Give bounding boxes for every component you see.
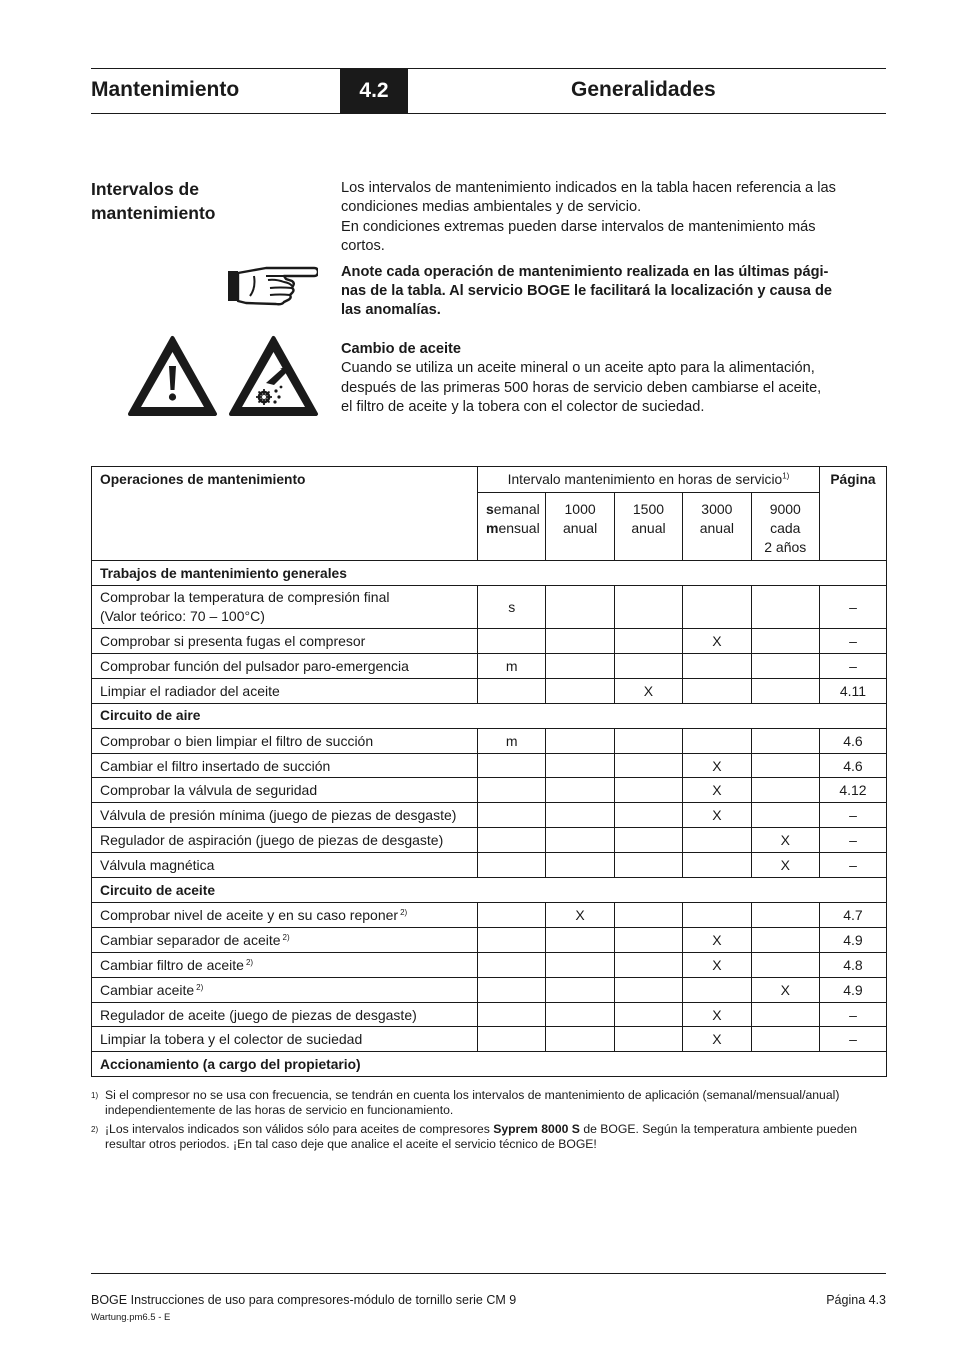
footer-document-title: BOGE Instrucciones de uso para compresores-módulo de tornillo serie CM 9 (91, 1293, 517, 1307)
monthly-rest: ensual (498, 520, 540, 536)
product-name: Syprem 8000 S (493, 1122, 580, 1136)
interval-cell (546, 629, 614, 654)
subheader-1000 (546, 493, 614, 561)
warning-triangle-icon (127, 335, 218, 417)
interval-cell (546, 977, 614, 1002)
interval-cell (751, 903, 819, 928)
interval-cell (614, 903, 682, 928)
interval-cell (614, 629, 682, 654)
operation-cell (92, 977, 478, 1002)
interval-cell (614, 927, 682, 952)
table-row (92, 653, 887, 678)
subheader-3000 (683, 493, 751, 561)
table-row (92, 678, 887, 703)
oil-line: después de las primeras 500 horas de servicio deben cambiarse el aceite, (341, 379, 822, 396)
interval-cell (478, 927, 546, 952)
interval-cell (478, 678, 546, 703)
page-cell: 4.11 (819, 678, 886, 703)
interval-label: Intervalo mantenimiento en horas de servicio (507, 472, 783, 487)
interval-cell (478, 629, 546, 654)
operation-cell: Limpiar el radiador del aceite (92, 678, 478, 703)
interval-cell (683, 903, 751, 928)
operation-cell (92, 952, 478, 977)
footnote-line: Si el compresor no se usa con frecuencia, se tendrán en cuenta los intervalos de mantenimiento de aplicación (semanal/mensual/anual) (105, 1088, 840, 1102)
operation-cell: Comprobar la válvula de seguridad (92, 778, 478, 803)
interval-cell: m (478, 653, 546, 678)
interval-cell (478, 952, 546, 977)
operation-text: (Valor teórico: 70 – 100°C) (100, 608, 265, 624)
oil-line: el filtro de aceite y la tobera con el colector de suciedad. (341, 399, 705, 416)
operation-text: Cambiar separador de aceite (100, 931, 281, 948)
operation-cell: Válvula de presión mínima (juego de piezas de desgaste) (92, 803, 478, 828)
interval-cell: X (683, 952, 751, 977)
page-cell: – (819, 653, 886, 678)
intro-line: Los intervalos de mantenimiento indicados en la tabla hacen referencia a las (341, 180, 836, 196)
operation-text: Comprobar nivel de aceite y en su caso reponer (100, 906, 399, 923)
maintenance-table (91, 466, 887, 1077)
footnote-1 (91, 1088, 887, 1119)
table-row (92, 853, 887, 878)
operation-cell (92, 586, 478, 629)
page-cell: 4.9 (819, 927, 886, 952)
operation-cell: Comprobar si presenta fugas el compresor (92, 629, 478, 654)
subheader-weekly-monthly (478, 493, 546, 561)
section-row (92, 561, 887, 586)
interval-cell: X (683, 1002, 751, 1027)
page-cell: – (819, 1027, 886, 1052)
interval-cell (614, 853, 682, 878)
interval-cell (614, 1027, 682, 1052)
interval-cell (614, 1002, 682, 1027)
page-title: Generalidades (571, 78, 716, 101)
section-title: Trabajos de mantenimiento generales (92, 561, 887, 586)
operation-cell: Limpiar la tobera y el colector de suciedad (92, 1027, 478, 1052)
interval-cell (614, 653, 682, 678)
footer-page-number: Página 4.3 (826, 1293, 886, 1307)
operation-text: Comprobar la temperatura de compresión final (100, 589, 390, 605)
intro-line: cortos. (341, 238, 385, 255)
subheader-period: anual (699, 520, 734, 536)
interval-cell (614, 753, 682, 778)
section-title: Circuito de aire (92, 703, 887, 728)
hot-oil-warning-icon (228, 335, 319, 417)
interval-cell (546, 586, 614, 629)
interval-cell (614, 778, 682, 803)
interval-cell (546, 1027, 614, 1052)
interval-cell (683, 728, 751, 753)
footnote-ref: 2) (196, 982, 204, 992)
interval-cell: X (751, 853, 819, 878)
interval-cell: X (683, 927, 751, 952)
table-row (92, 903, 887, 928)
page-cell: 4.6 (819, 753, 886, 778)
note-line: las anomalías. (341, 302, 441, 319)
oil-line: Cuando se utiliza un aceite mineral o un aceite apto para la alimentación, (341, 360, 815, 377)
footnote-text (105, 1122, 887, 1153)
footnote-ref: 2) (245, 957, 254, 967)
footnote-2 (91, 1122, 887, 1153)
note-line: nas de la tabla. Al servicio BOGE le facilitará la localización y causa de (341, 283, 832, 300)
table-row (92, 803, 887, 828)
operation-text: Cambiar aceite (100, 981, 195, 998)
interval-cell: X (751, 828, 819, 853)
page-cell: 4.8 (819, 952, 886, 977)
section-number: 4.2 (340, 68, 408, 113)
footnote-line: independientemente de las horas de servicio en funcionamiento. (105, 1103, 454, 1118)
page-cell: 4.12 (819, 778, 886, 803)
interval-cell (751, 1027, 819, 1052)
section-title: Circuito de aceite (92, 878, 887, 903)
interval-cell (546, 753, 614, 778)
page-cell: – (819, 828, 886, 853)
interval-cell (546, 728, 614, 753)
page-cell: 4.6 (819, 728, 886, 753)
footer-file-name: Wartung.pm6.5 - E (91, 1312, 171, 1323)
note-line: Anote cada operación de mantenimiento realizada en las últimas pági- (341, 263, 829, 280)
table-row (92, 1027, 887, 1052)
column-header-page: Página (819, 467, 886, 561)
page-cell: – (819, 1002, 886, 1027)
operation-cell: Comprobar o bien limpiar el filtro de succión (92, 728, 478, 753)
weekly-rest: emanal (493, 501, 540, 517)
interval-cell (614, 977, 682, 1002)
footnote-line: resultar otros periodos. ¡En tal caso deje que analice el aceite el servicio técnico de BOGE! (105, 1137, 597, 1152)
interval-cell (751, 678, 819, 703)
oil-para (341, 359, 889, 417)
interval-cell (478, 778, 546, 803)
table-row (92, 629, 887, 654)
interval-cell (546, 1002, 614, 1027)
table-row (92, 828, 887, 853)
interval-cell (683, 653, 751, 678)
table-row (92, 952, 887, 977)
interval-cell (683, 678, 751, 703)
subheader-hours: 1000 (564, 501, 596, 517)
page-cell: – (819, 629, 886, 654)
table-row (92, 927, 887, 952)
interval-cell (478, 977, 546, 1002)
table-row (92, 778, 887, 803)
interval-cell (614, 803, 682, 828)
interval-cell (751, 728, 819, 753)
interval-cell (546, 853, 614, 878)
column-header-operations: Operaciones de mantenimiento (92, 467, 478, 561)
footnote-line: ¡Los intervalos indicados son válidos sólo para aceites de compresores (105, 1122, 490, 1136)
section-row (92, 1052, 887, 1077)
table-row (92, 753, 887, 778)
interval-cell (751, 778, 819, 803)
interval-cell (546, 952, 614, 977)
interval-cell: X (683, 778, 751, 803)
page-cell: – (819, 586, 886, 629)
subheader-hours: 1500 (632, 501, 665, 517)
interval-cell (478, 903, 546, 928)
interval-cell (751, 586, 819, 629)
subheader-period: anual (631, 520, 666, 536)
intro-para (341, 179, 889, 257)
interval-cell (751, 753, 819, 778)
section-row (92, 703, 887, 728)
interval-cell (683, 853, 751, 878)
footnote-ref: 1) (782, 471, 790, 481)
footnote-ref: 2) (400, 907, 408, 917)
interval-cell (546, 803, 614, 828)
interval-cell: X (546, 903, 614, 928)
interval-cell (751, 629, 819, 654)
interval-cell: s (478, 586, 546, 629)
interval-cell: X (751, 977, 819, 1002)
table-row (92, 586, 887, 629)
interval-cell: m (478, 728, 546, 753)
side-heading: Intervalos de mantenimiento (91, 179, 216, 223)
section-title: Accionamiento (a cargo del propietario) (92, 1052, 887, 1077)
interval-cell (478, 828, 546, 853)
intro-line: condiciones medias ambientales y de servicio. (341, 199, 642, 216)
subheader-period: cada (770, 520, 801, 536)
operation-cell: Cambiar el filtro insertado de succión (92, 753, 478, 778)
footnote-mark: 1) (91, 1091, 99, 1100)
operation-cell: Válvula magnética (92, 853, 478, 878)
subheader-period: anual (562, 520, 598, 536)
footnote-text (105, 1088, 887, 1119)
column-header-interval (478, 467, 820, 493)
interval-cell (478, 853, 546, 878)
interval-cell (546, 678, 614, 703)
table-row (92, 1002, 887, 1027)
interval-cell (546, 778, 614, 803)
oil-heading: Cambio de aceite (341, 340, 462, 357)
interval-cell (478, 1027, 546, 1052)
interval-cell: X (614, 678, 682, 703)
interval-cell: X (683, 1027, 751, 1052)
interval-cell (751, 927, 819, 952)
footnote-ref: 2) (282, 932, 290, 942)
interval-cell (751, 803, 819, 828)
interval-cell (478, 1002, 546, 1027)
weekly-initial: s (486, 501, 494, 517)
note-para (341, 263, 889, 321)
operation-cell (92, 927, 478, 952)
interval-cell (546, 828, 614, 853)
interval-cell: X (683, 753, 751, 778)
interval-cell (546, 653, 614, 678)
subheader-1500 (614, 493, 682, 561)
interval-cell (614, 828, 682, 853)
page-cell: – (819, 803, 886, 828)
interval-cell (478, 803, 546, 828)
interval-cell: X (683, 803, 751, 828)
intro-text (341, 179, 889, 417)
interval-cell: X (683, 629, 751, 654)
operation-cell: Comprobar función del pulsador paro-emergencia (92, 653, 478, 678)
interval-cell (751, 952, 819, 977)
subheader-period: 2 años (764, 539, 807, 555)
interval-cell (683, 977, 751, 1002)
table-row (92, 728, 887, 753)
page-cell: – (819, 853, 886, 878)
interval-cell (751, 1002, 819, 1027)
operation-cell: Regulador de aspiración (juego de piezas de desgaste) (92, 828, 478, 853)
interval-cell (751, 653, 819, 678)
page-cell: 4.9 (819, 977, 886, 1002)
page-cell: 4.7 (819, 903, 886, 928)
interval-cell (614, 586, 682, 629)
subheader-9000 (751, 493, 819, 561)
interval-cell (614, 728, 682, 753)
interval-cell (683, 586, 751, 629)
intro-line: En condiciones extremas pueden darse intervalos de mantenimiento más (341, 218, 816, 235)
footnote-mark: 2) (91, 1125, 99, 1134)
footer-divider (91, 1273, 886, 1274)
pointing-hand-icon (226, 262, 318, 308)
operation-cell: Regulador de aceite (juego de piezas de desgaste) (92, 1002, 478, 1027)
section-title: Mantenimiento (91, 78, 240, 101)
interval-cell (614, 952, 682, 977)
subheader-hours: 3000 (701, 501, 733, 517)
footnote-line: de BOGE. Según la temperatura ambiente pueden (583, 1122, 858, 1136)
table-row (92, 977, 887, 1002)
interval-cell (683, 828, 751, 853)
operation-text: Cambiar filtro de aceite (100, 956, 244, 973)
interval-cell (478, 753, 546, 778)
subheader-hours: 9000 (769, 501, 801, 517)
interval-cell (546, 927, 614, 952)
monthly-initial: m (486, 520, 499, 536)
section-row (92, 878, 887, 903)
operation-cell (92, 903, 478, 928)
page-header (91, 68, 886, 114)
